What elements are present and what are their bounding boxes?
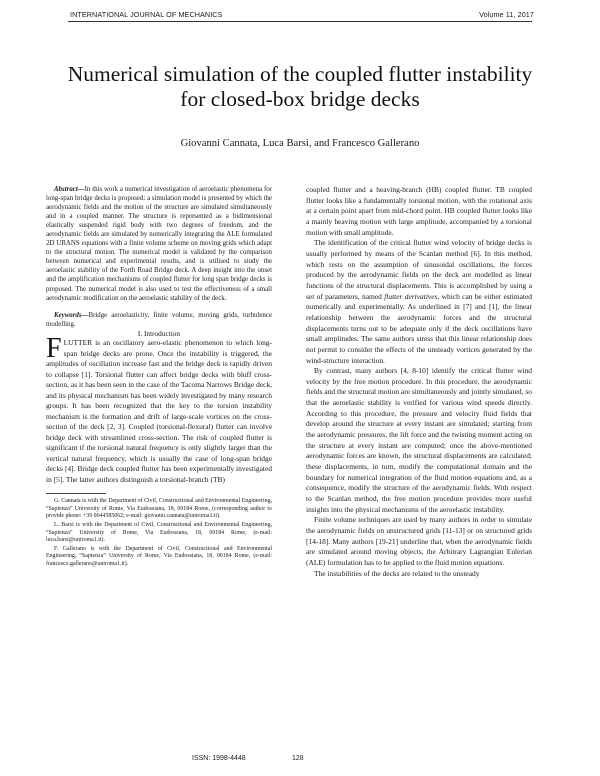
paragraph-branches: coupled flutter and a heaving-branch (HB) coupled flutter. TB coupled flutter looks like a fundamentally torsional motion, with the rotational axis at a certain point apart from mid-chord point. HB coupled flutter looks like a mainly heaving motion with large amplitude, accompanied by a torsional motion with small amplitude. — [306, 185, 532, 237]
keywords — [46, 311, 272, 329]
abstract — [46, 185, 272, 303]
paragraph-instabilities: The instabilities of the decks are related to the unsteady — [314, 568, 480, 578]
paragraph-scanlan — [306, 238, 532, 366]
abstract-label: Abstract— — [54, 186, 85, 193]
paragraph-free-motion: By contrast, many authors [4, 8-10] identify the critical flutter wind velocity by the free motion procedure. In this procedure, the aerodynamic fields and the structural motion are simultaneously and jointly simulated, so that the aeroelastic stability is verified for various wind speeds directly. According to this procedure, the pressure and velocity fluid fields that develop around the structure at every instant are simulated; starting from the aerodynamic pressures, the lift force and the twisting moment acting on the structure at every instant are computed; once the above-mentioned aerodynamic forces are known, the structural displacements are calculated; these displacements, in turn, modify the computational domain and the boundary for numerical integration of the fluid motion equations and, as a consequence, modify the structure of the aerodynamic fields. With respect to the Scanlan method, the free motion procedure provides more useful insights into the physical mechanisms of the aeroelastic instability. — [306, 366, 532, 514]
footnote-barsi: L. Barsi is with the Department of Civil, Constructional and Environmental Engineering, “Sapienza” University of Rome, Via Eudossiana, 18, 00184 Rome, (e-mail: luca.barsi@uniroma1.it). — [46, 522, 272, 544]
drop-cap: F — [46, 333, 62, 365]
abstract-text: In this work a numerical investigation of aeroelastic phenomena for long-span bridge decks is proposed: a simulation model is presented by which the aerodynamic fields and the motion of the structure are simulated simultaneously and in a coupled manner. The structure is represented as a bidimensional elastically suspended rigid body with two degrees of freedom, and the aerodynamic fields are simulated by numerically integrating the ALE formulated 2D URANS equations with a finite volume scheme on moving grids which adapt to the structural motion. The numerical model is validated by the comparison between numerical and experimental results, and is utilised to study the aeroelastic stability of the Forth Road Bridge deck. A deep insight into the onset and the amplification mechanisms of coupled flutter for long span bridge decks is proposed. The numerical model is also used to test the effectiveness of a small aerodynamic modification on the aeroelastic stability of the deck. — [46, 186, 272, 302]
volume-info: Volume 11, 2017 — [479, 10, 534, 19]
flutter-derivatives-term: flutter derivatives — [384, 291, 438, 301]
scanlan-text-a: The identification of the critical flutter wind velocity of bridge decks is usually performed by means of the Scanlan method [6]. In this method, which rests on the assumption of sinusoidal oscillations, the forces produced by the aerodynamic fields on the deck are modelled as linear functions of the structural displacements. This is accomplished by using a set of parameters, named — [306, 238, 532, 301]
footnote-divider — [46, 493, 106, 494]
paragraph-finite-volume: Finite volume techniques are used by many authors in order to simulate the aerodynamic fields on unstructured grids [11-13] or on structured grids [14-18]. Many authors [19-21] underline that, when the aerodynamic fields are simulated around moving objects, the Arbitrary Lagrangian Eulerian (ALE) formulation has to be applied to the fluid motion equations. — [306, 515, 532, 567]
page-number: 128 — [292, 755, 304, 762]
author-list: Giovanni Cannata, Luca Barsi, and Francesco Gallerano — [180, 138, 420, 149]
scanlan-text-b: , which can be either estimated numerically and experimentally. As underlined in [7] and [1], the linear relationship between the aerodynamic forces and the structural displacements turns out to be adequate only if the deck oscillations have small amplitudes. The same authors stress that this linear relationship does not permit to consider the effects of the unsteady vortices generated by the wind-structure interaction. — [306, 291, 533, 365]
right-column — [306, 185, 532, 579]
intro-lead: LUTTER — [63, 338, 93, 348]
intro-text: is an oscillatory aero-elastic phenomenon to which long-span bridge decks are prone. Once the instability is triggered, the amplitudes of oscillation increase fast and the bridge deck is rapidly driven to collapse [1]. Torsional flutter can affect bridge decks with bluff cross-section, as it has been seen in the case of the Tacoma Narrows Bridge deck, and its physical mechanism has been widely investigated by many research groups. It has been recognized that the key to the torsion instability mechanism is the formation and drift of large-scale vortices on the cross-section of the deck [2, 3]. Coupled (torsional-flexural) flutter can involve bridge deck with streamlined cross-section. The risk of coupled flutter is significant if the torsional natural frequency is only slightly larger than the vertical natural frequency, which is usually the case of long-span bridge decks [4]. Bridge deck coupled flutter has been experimentally investigated in [5]. The latter authors distinguish a torsional-branch (TB) — [46, 338, 272, 484]
journal-name: INTERNATIONAL JOURNAL OF MECHANICS — [70, 10, 223, 19]
left-column — [46, 185, 272, 570]
paper-title: Numerical simulation of the coupled flutter instability for closed-box bridge decks — [67, 62, 533, 111]
issn: ISSN: 1998-4448 — [192, 755, 246, 762]
keywords-text: Bridge aeroelasticity, finite volume, moving grids, turbulence modelling. — [46, 311, 272, 328]
header-rule — [68, 21, 532, 22]
keywords-label: Keywords— — [54, 311, 89, 319]
footnote-gallerano: F. Gallerano is with the Department of Civil, Constructional and Environmental Engineering, “Sapienza” University of Rome, Via Eudossiana, 18, 00184 Rome, (e-mail: francesco.gallerano@uniroma1.it). — [46, 545, 272, 568]
footnote-cannata: G. Cannata is with the Department of Civil, Constructional and Environmental Engineering, “Sapienza” University of Rome, Via Eudossiana, 18, 00184 Rome, (corresponding author to provide phone: +39 0644585062; e-mail: giovanni.cannata@uniroma1.it). — [46, 498, 272, 520]
section-heading: I. Introduction — [137, 328, 181, 338]
